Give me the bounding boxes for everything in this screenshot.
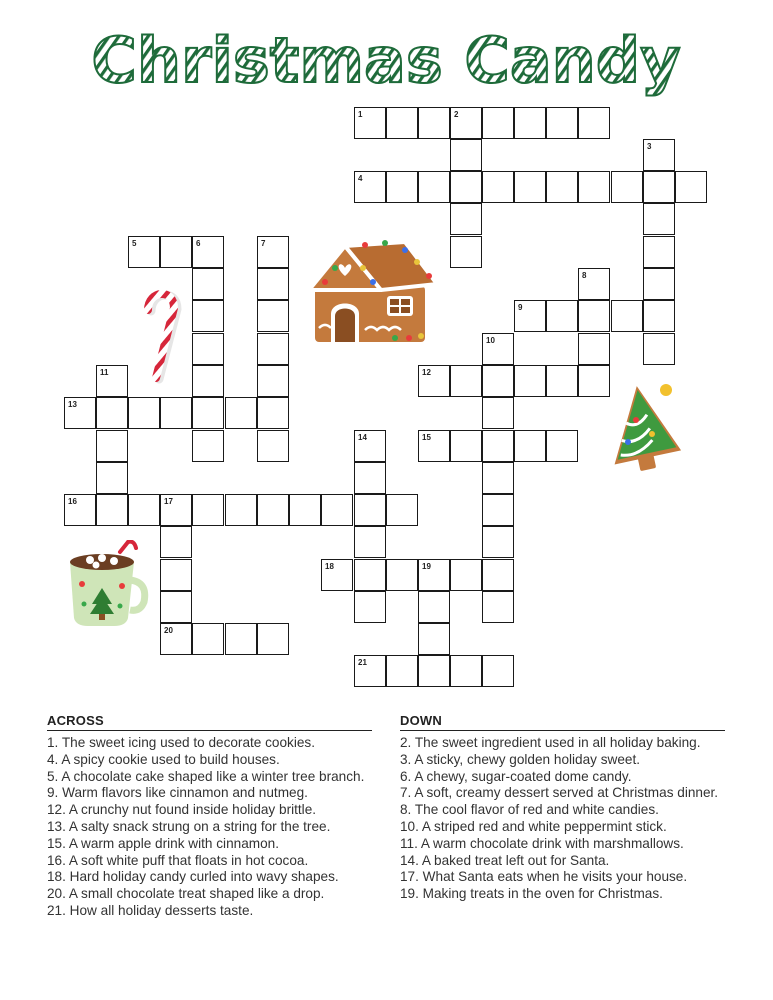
- across-heading: ACROSS: [47, 713, 372, 731]
- grid-cell[interactable]: [546, 171, 578, 203]
- grid-cell[interactable]: [354, 171, 386, 203]
- grid-cell[interactable]: [643, 333, 675, 365]
- grid-cell[interactable]: [160, 526, 192, 558]
- clue-number: 19: [422, 562, 431, 571]
- grid-cell[interactable]: [643, 203, 675, 235]
- grid-cell[interactable]: [482, 559, 514, 591]
- grid-cell[interactable]: [354, 494, 386, 526]
- gingerbread-house-icon: [305, 238, 440, 346]
- clue-number: 18: [325, 562, 334, 571]
- clue-item: 6. A chewy, sugar-coated dome candy.: [400, 768, 632, 784]
- grid-cell[interactable]: [386, 655, 418, 687]
- clue-number: 6: [196, 239, 201, 248]
- clue-item: 7. A soft, creamy dessert served at Christmas dinner.: [400, 785, 719, 801]
- grid-cell[interactable]: [192, 236, 224, 268]
- grid-cell[interactable]: [225, 397, 257, 429]
- grid-cell[interactable]: [257, 268, 289, 300]
- grid-cell[interactable]: [386, 559, 418, 591]
- grid-cell[interactable]: [611, 171, 643, 203]
- grid-cell[interactable]: [257, 236, 289, 268]
- grid-cell[interactable]: [514, 171, 546, 203]
- grid-cell[interactable]: [546, 430, 578, 462]
- grid-cell[interactable]: [546, 107, 578, 139]
- grid-cell[interactable]: [514, 365, 546, 397]
- clue-item: 1. The sweet icing used to decorate cookies.: [47, 735, 316, 750]
- grid-cell[interactable]: [192, 397, 224, 429]
- page-title: Christmas Candy: [91, 24, 681, 97]
- clue-item: 8. The cool flavor of red and white candies.: [400, 802, 659, 818]
- grid-cell[interactable]: [354, 655, 386, 687]
- grid-cell[interactable]: [450, 365, 482, 397]
- grid-cell[interactable]: [128, 397, 160, 429]
- down-clues: [400, 713, 725, 903]
- down-heading: DOWN: [400, 713, 725, 731]
- grid-cell[interactable]: [128, 494, 160, 526]
- grid-cell[interactable]: [643, 268, 675, 300]
- clue-number: 15: [422, 433, 431, 442]
- grid-cell[interactable]: [96, 462, 128, 494]
- grid-cell[interactable]: [482, 365, 514, 397]
- grid-cell[interactable]: [160, 591, 192, 623]
- clue-item: 15. A warm apple drink with cinnamon.: [47, 835, 279, 851]
- grid-cell[interactable]: [418, 107, 450, 139]
- clue-item: 14. A baked treat left out for Santa.: [400, 852, 610, 868]
- grid-cell[interactable]: [514, 430, 546, 462]
- grid-cell[interactable]: [675, 171, 707, 203]
- grid-cell[interactable]: [160, 397, 192, 429]
- candy-cane-icon: [136, 280, 186, 385]
- grid-cell[interactable]: [418, 655, 450, 687]
- grid-cell[interactable]: [418, 365, 450, 397]
- grid-cell[interactable]: [354, 591, 386, 623]
- grid-cell[interactable]: [64, 494, 96, 526]
- clue-number: 13: [68, 400, 77, 409]
- clue-item: 4. A spicy cookie used to build houses.: [47, 751, 280, 767]
- grid-cell[interactable]: [546, 365, 578, 397]
- grid-cell[interactable]: [482, 526, 514, 558]
- grid-cell[interactable]: [225, 623, 257, 655]
- grid-cell[interactable]: [257, 430, 289, 462]
- clue-number: 4: [358, 174, 363, 183]
- grid-cell[interactable]: [514, 300, 546, 332]
- grid-cell[interactable]: [643, 171, 675, 203]
- grid-cell[interactable]: [354, 526, 386, 558]
- grid-cell[interactable]: [482, 397, 514, 429]
- grid-cell[interactable]: [128, 236, 160, 268]
- grid-cell[interactable]: [160, 494, 192, 526]
- clue-item: 18. Hard holiday candy curled into wavy shapes.: [47, 869, 339, 885]
- across-clues: [47, 713, 372, 920]
- grid-cell[interactable]: [418, 591, 450, 623]
- grid-cell[interactable]: [257, 397, 289, 429]
- grid-cell[interactable]: [450, 559, 482, 591]
- clue-item: 21. How all holiday desserts taste.: [47, 902, 254, 918]
- clue-number: 1: [358, 110, 363, 119]
- grid-cell[interactable]: [192, 333, 224, 365]
- clue-item: 16. A soft white puff that floats in hot cocoa.: [47, 852, 309, 868]
- grid-cell[interactable]: [418, 171, 450, 203]
- grid-cell[interactable]: [578, 300, 610, 332]
- clue-number: 17: [164, 497, 173, 506]
- grid-cell[interactable]: [418, 623, 450, 655]
- clue-item: 20. A small chocolate treat shaped like a drop.: [47, 886, 325, 902]
- grid-cell[interactable]: [578, 268, 610, 300]
- clue-number: 7: [261, 239, 266, 248]
- grid-cell[interactable]: [96, 397, 128, 429]
- grid-cell[interactable]: [482, 333, 514, 365]
- grid-cell[interactable]: [450, 171, 482, 203]
- grid-cell[interactable]: [257, 300, 289, 332]
- grid-cell[interactable]: [192, 430, 224, 462]
- grid-cell[interactable]: [192, 494, 224, 526]
- clue-number: 16: [68, 497, 77, 506]
- clue-item: 10. A striped red and white peppermint stick.: [400, 818, 667, 834]
- grid-cell[interactable]: [643, 236, 675, 268]
- clue-item: 11. A warm chocolate drink with marshmallows.: [400, 835, 684, 851]
- grid-cell[interactable]: [418, 559, 450, 591]
- grid-cell[interactable]: [354, 107, 386, 139]
- grid-cell[interactable]: [386, 107, 418, 139]
- grid-cell[interactable]: [450, 107, 482, 139]
- grid-cell[interactable]: [482, 462, 514, 494]
- clue-item: 3. A sticky, chewy golden holiday sweet.: [400, 751, 641, 767]
- clue-item: 2. The sweet ingredient used in all holiday baking.: [400, 735, 701, 750]
- grid-cell[interactable]: [578, 107, 610, 139]
- grid-cell[interactable]: [257, 365, 289, 397]
- grid-cell[interactable]: [160, 236, 192, 268]
- grid-cell[interactable]: [225, 494, 257, 526]
- grid-cell[interactable]: [64, 397, 96, 429]
- clue-number: 14: [358, 433, 367, 442]
- clue-number: 8: [582, 271, 587, 280]
- grid-cell[interactable]: [321, 494, 353, 526]
- clue-number: 3: [647, 142, 652, 151]
- grid-cell[interactable]: [450, 655, 482, 687]
- grid-cell[interactable]: [482, 494, 514, 526]
- grid-cell[interactable]: [482, 430, 514, 462]
- grid-cell[interactable]: [450, 203, 482, 235]
- grid-cell[interactable]: [578, 333, 610, 365]
- clue-item: 9. Warm flavors like cinnamon and nutmeg.: [47, 785, 308, 801]
- grid-cell[interactable]: [386, 171, 418, 203]
- grid-cell[interactable]: [257, 623, 289, 655]
- grid-cell[interactable]: [321, 559, 353, 591]
- grid-cell[interactable]: [482, 655, 514, 687]
- clue-number: 2: [454, 110, 459, 119]
- grid-cell[interactable]: [450, 430, 482, 462]
- grid-cell[interactable]: [354, 559, 386, 591]
- clue-number: 21: [358, 658, 367, 667]
- hot-cocoa-mug-icon: [64, 540, 152, 630]
- clue-item: 13. A salty snack strung on a string for the tree.: [47, 818, 331, 834]
- grid-cell[interactable]: [96, 365, 128, 397]
- grid-cell[interactable]: [354, 430, 386, 462]
- grid-cell[interactable]: [643, 300, 675, 332]
- grid-cell[interactable]: [643, 139, 675, 171]
- christmas-tree-cookie-icon: [598, 380, 684, 478]
- clue-item: 5. A chocolate cake shaped like a winter tree branch.: [47, 768, 365, 784]
- grid-cell[interactable]: [611, 300, 643, 332]
- grid-cell[interactable]: [386, 494, 418, 526]
- clue-item: 17. What Santa eats when he visits your house.: [400, 869, 688, 885]
- grid-cell[interactable]: [289, 494, 321, 526]
- grid-cell[interactable]: [96, 494, 128, 526]
- grid-cell[interactable]: [192, 268, 224, 300]
- grid-cell[interactable]: [578, 171, 610, 203]
- grid-cell[interactable]: [482, 171, 514, 203]
- clue-number: 12: [422, 368, 431, 377]
- grid-cell[interactable]: [514, 107, 546, 139]
- clue-number: 5: [132, 239, 137, 248]
- clue-item: 12. A crunchy nut found inside holiday brittle.: [47, 802, 317, 818]
- grid-cell[interactable]: [160, 623, 192, 655]
- grid-cell[interactable]: [160, 559, 192, 591]
- grid-cell[interactable]: [96, 430, 128, 462]
- grid-cell[interactable]: [257, 494, 289, 526]
- grid-cell[interactable]: [354, 462, 386, 494]
- grid-cell[interactable]: [192, 300, 224, 332]
- grid-cell[interactable]: [482, 591, 514, 623]
- clue-item: 19. Making treats in the oven for Christmas.: [400, 886, 663, 902]
- clue-number: 9: [518, 303, 523, 312]
- clue-number: 20: [164, 626, 173, 635]
- grid-cell[interactable]: [546, 300, 578, 332]
- grid-cell[interactable]: [450, 236, 482, 268]
- clue-number: 11: [100, 368, 109, 377]
- grid-cell[interactable]: [257, 333, 289, 365]
- grid-cell[interactable]: [192, 365, 224, 397]
- grid-cell[interactable]: [418, 430, 450, 462]
- grid-cell[interactable]: [192, 623, 224, 655]
- clue-number: 10: [486, 336, 495, 345]
- grid-cell[interactable]: [450, 139, 482, 171]
- grid-cell[interactable]: [482, 107, 514, 139]
